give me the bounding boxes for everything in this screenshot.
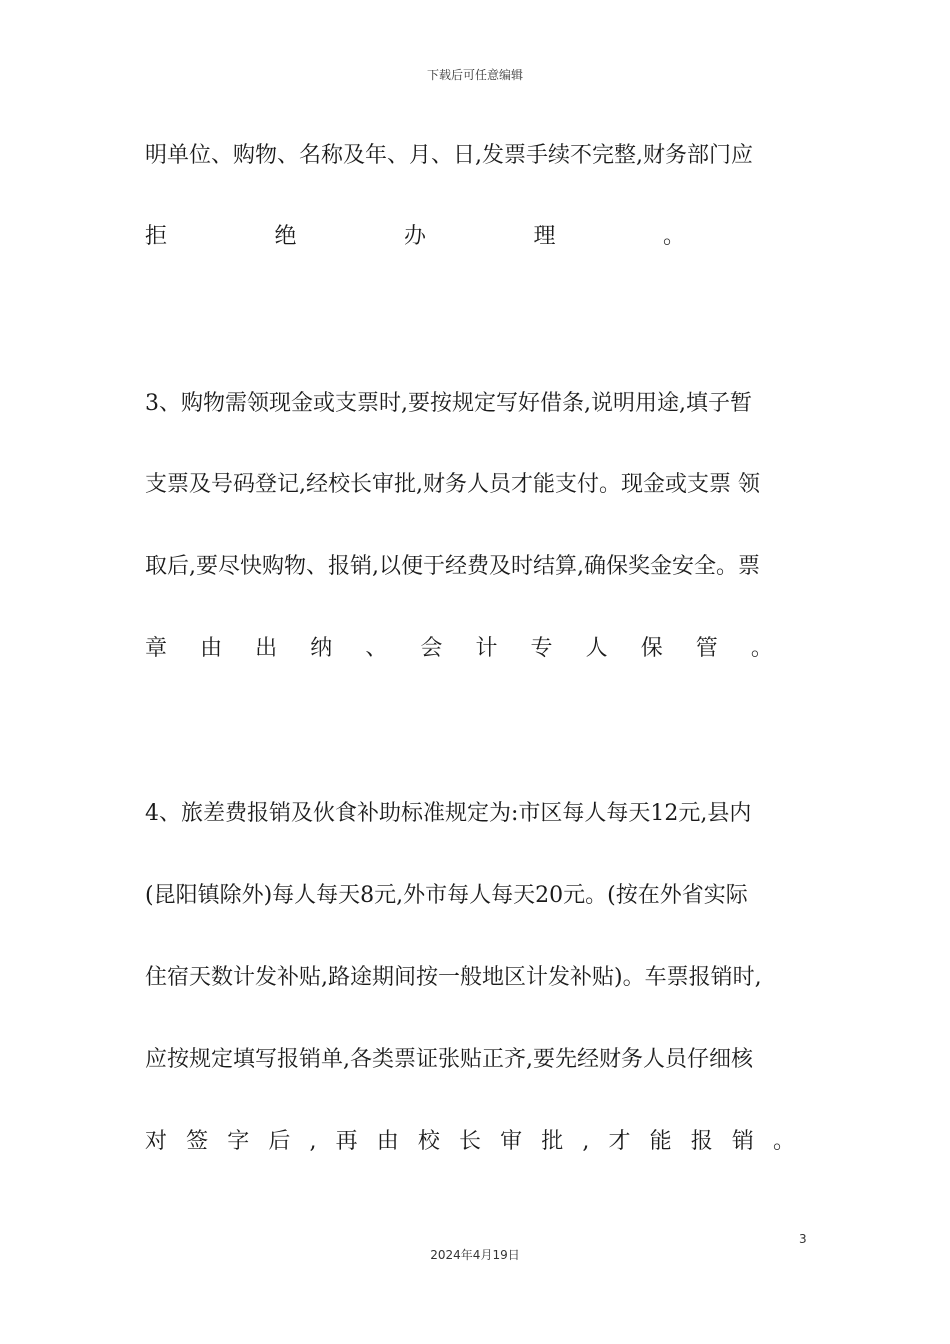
- char: 计: [475, 636, 498, 661]
- char: 由: [376, 1129, 399, 1154]
- char: 。: [772, 1129, 795, 1154]
- char: 由: [200, 636, 223, 661]
- char: 、: [365, 636, 388, 661]
- char: 报: [690, 1129, 713, 1154]
- char: 人: [585, 636, 608, 661]
- paragraph-4-line-1: 4、旅差费报销及伙食补助标准规定为:市区每人每天12元,县内: [145, 801, 752, 826]
- page-header: 下载后可任意编辑: [426, 68, 523, 82]
- char: 会: [420, 636, 443, 661]
- text-line-justified-3: [145, 1127, 795, 1157]
- paragraph-4-line-4: 应按规定填写报销单,各类票证张贴正齐,要先经财务人员仔细核: [145, 1047, 753, 1072]
- char: 章: [145, 636, 168, 661]
- char: 对: [145, 1129, 168, 1154]
- char: 才: [608, 1129, 631, 1154]
- paragraph-3-line-2: 支票及号码登记,经校长审批,财务人员才能支付。现金或支票 领: [145, 472, 760, 497]
- char: 纳: [310, 636, 333, 661]
- paragraph-4-line-2: (昆阳镇除外)每人每天8元,外市每人每天20元。(按在外省实际: [145, 883, 748, 908]
- char: ,: [582, 1129, 590, 1154]
- char: 绝: [274, 224, 297, 249]
- char: ,: [309, 1129, 317, 1154]
- char: 审: [500, 1129, 523, 1154]
- char: 保: [640, 636, 663, 661]
- char: 。: [662, 224, 685, 249]
- char: 后: [268, 1129, 291, 1154]
- page-number: 3: [799, 1232, 807, 1246]
- paragraph-3-line-1: 3、购物需领现金或支票时,要按规定写好借条,说明用途,填子暂: [145, 391, 752, 416]
- char: 专: [530, 636, 553, 661]
- char: 理: [533, 224, 556, 249]
- char: 字: [227, 1129, 250, 1154]
- char: 批: [541, 1129, 564, 1154]
- page-footer-date: 2024年4月19日: [430, 1248, 520, 1262]
- char: 销: [731, 1129, 754, 1154]
- text-line-justified-1: [145, 222, 685, 252]
- text-line-1: 明单位、购物、名称及年、月、日,发票手续不完整,财务部门应: [145, 143, 753, 168]
- char: 能: [649, 1129, 672, 1154]
- paragraph-4-line-3: 住宿天数计发补贴,路途期间按一般地区计发补贴)。车票报销时,: [145, 965, 762, 990]
- char: 出: [255, 636, 278, 661]
- char: 校: [417, 1129, 440, 1154]
- char: 拒: [145, 224, 168, 249]
- char: 管: [695, 636, 718, 661]
- char: 签: [186, 1129, 209, 1154]
- text-line-justified-2: [145, 634, 773, 664]
- char: 再: [335, 1129, 358, 1154]
- char: 。: [750, 636, 773, 661]
- paragraph-3-line-3: 取后,要尽快购物、报销,以便于经费及时结算,确保奖金安全。票: [145, 554, 760, 579]
- char: 办: [403, 224, 426, 249]
- char: 长: [458, 1129, 481, 1154]
